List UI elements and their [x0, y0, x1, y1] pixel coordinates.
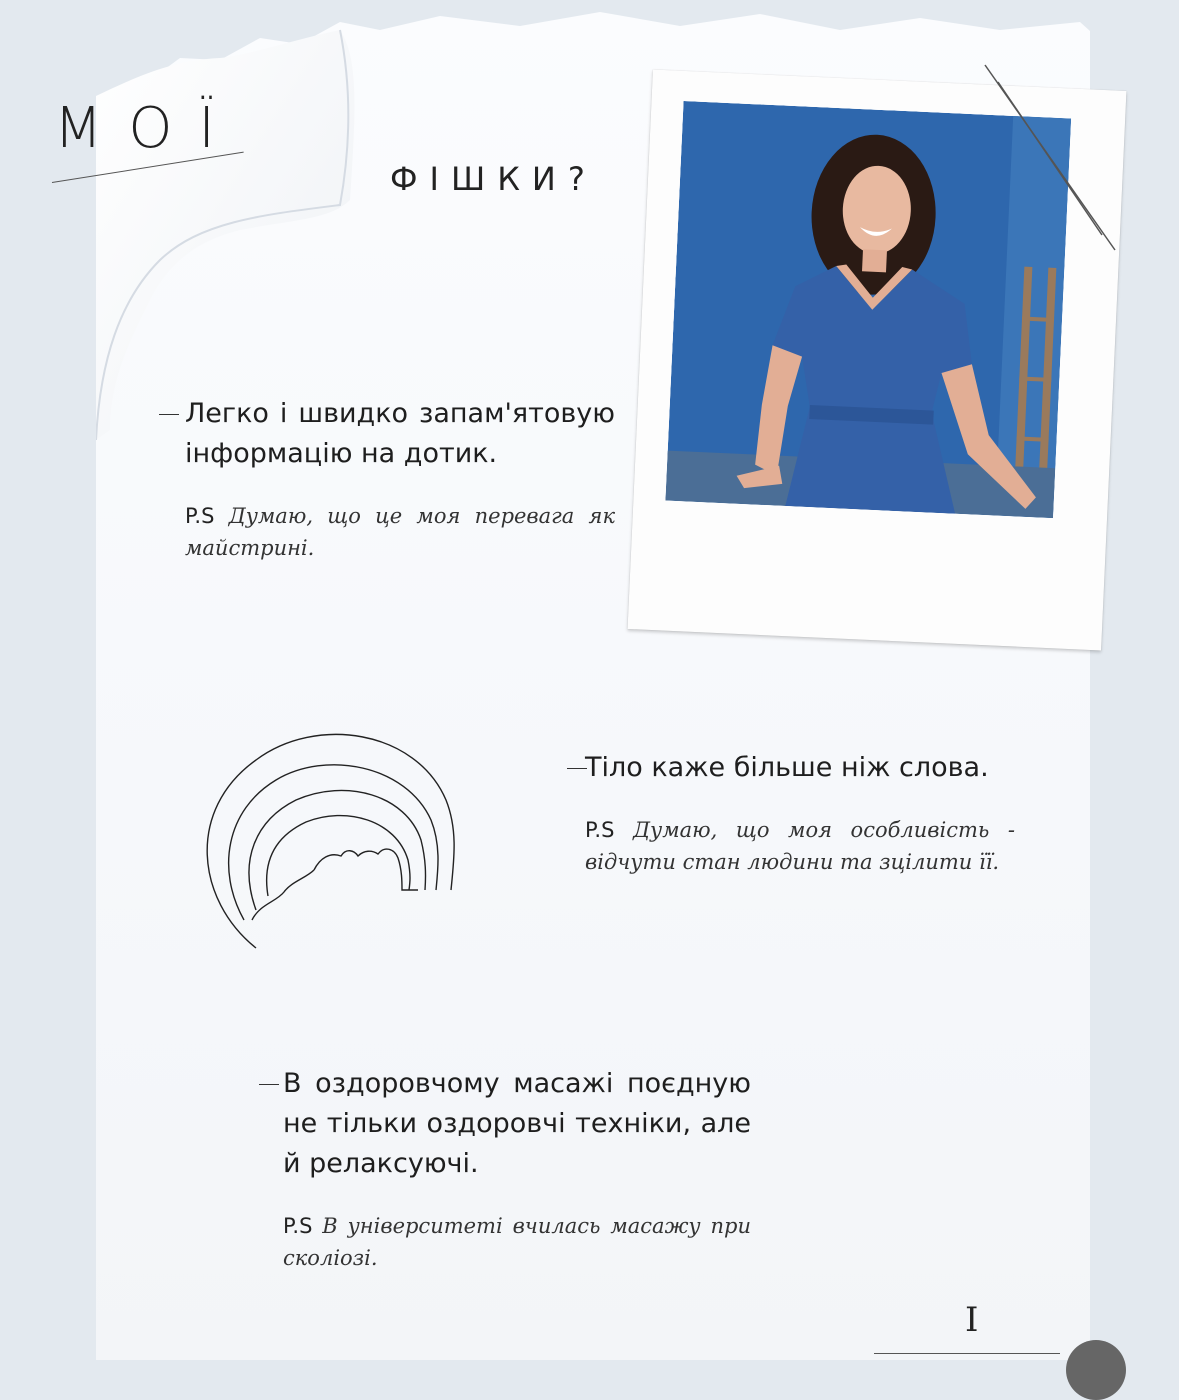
page-number-rule — [874, 1353, 1060, 1354]
ps-label: P.S — [283, 1214, 313, 1238]
item-dash — [259, 1084, 279, 1085]
ps-text: Думаю, що моя особливість - відчути стан людини та зцілити її. — [585, 818, 1015, 874]
feature-item-1-title: Легко і швидко запам'ятовую інформацію на дотик. — [185, 398, 615, 469]
feature-item-3-note — [283, 1210, 751, 1274]
decorative-diagonal-lines — [980, 60, 1120, 260]
ps-text: В університеті вчилась масажу при сколіозі. — [283, 1214, 751, 1270]
corner-button[interactable] — [1066, 1340, 1126, 1400]
ps-text: Думаю, що це моя перевага як майстрині. — [185, 504, 615, 560]
feature-item-1-note — [185, 500, 615, 564]
heading-line-2: ФІШКИ? — [390, 160, 597, 198]
heading-line-1: МОЇ — [54, 96, 241, 161]
feature-item-2-title: Тіло каже більше ніж слова. — [585, 752, 989, 783]
feature-item-3 — [283, 1064, 751, 1274]
ps-label: P.S — [585, 818, 615, 842]
feature-item-1 — [185, 394, 615, 564]
arch-lineart-illustration — [196, 720, 456, 950]
item-dash — [567, 768, 587, 769]
ps-label: P.S — [185, 504, 215, 528]
item-dash — [159, 414, 179, 415]
page-number: I — [965, 1300, 979, 1340]
feature-item-2-note — [585, 814, 1015, 878]
feature-item-3-title: В оздоровчому масажі поєдную не тільки оздоровчі техніки, але й релаксуючі. — [283, 1068, 751, 1179]
feature-item-2 — [585, 748, 1015, 878]
